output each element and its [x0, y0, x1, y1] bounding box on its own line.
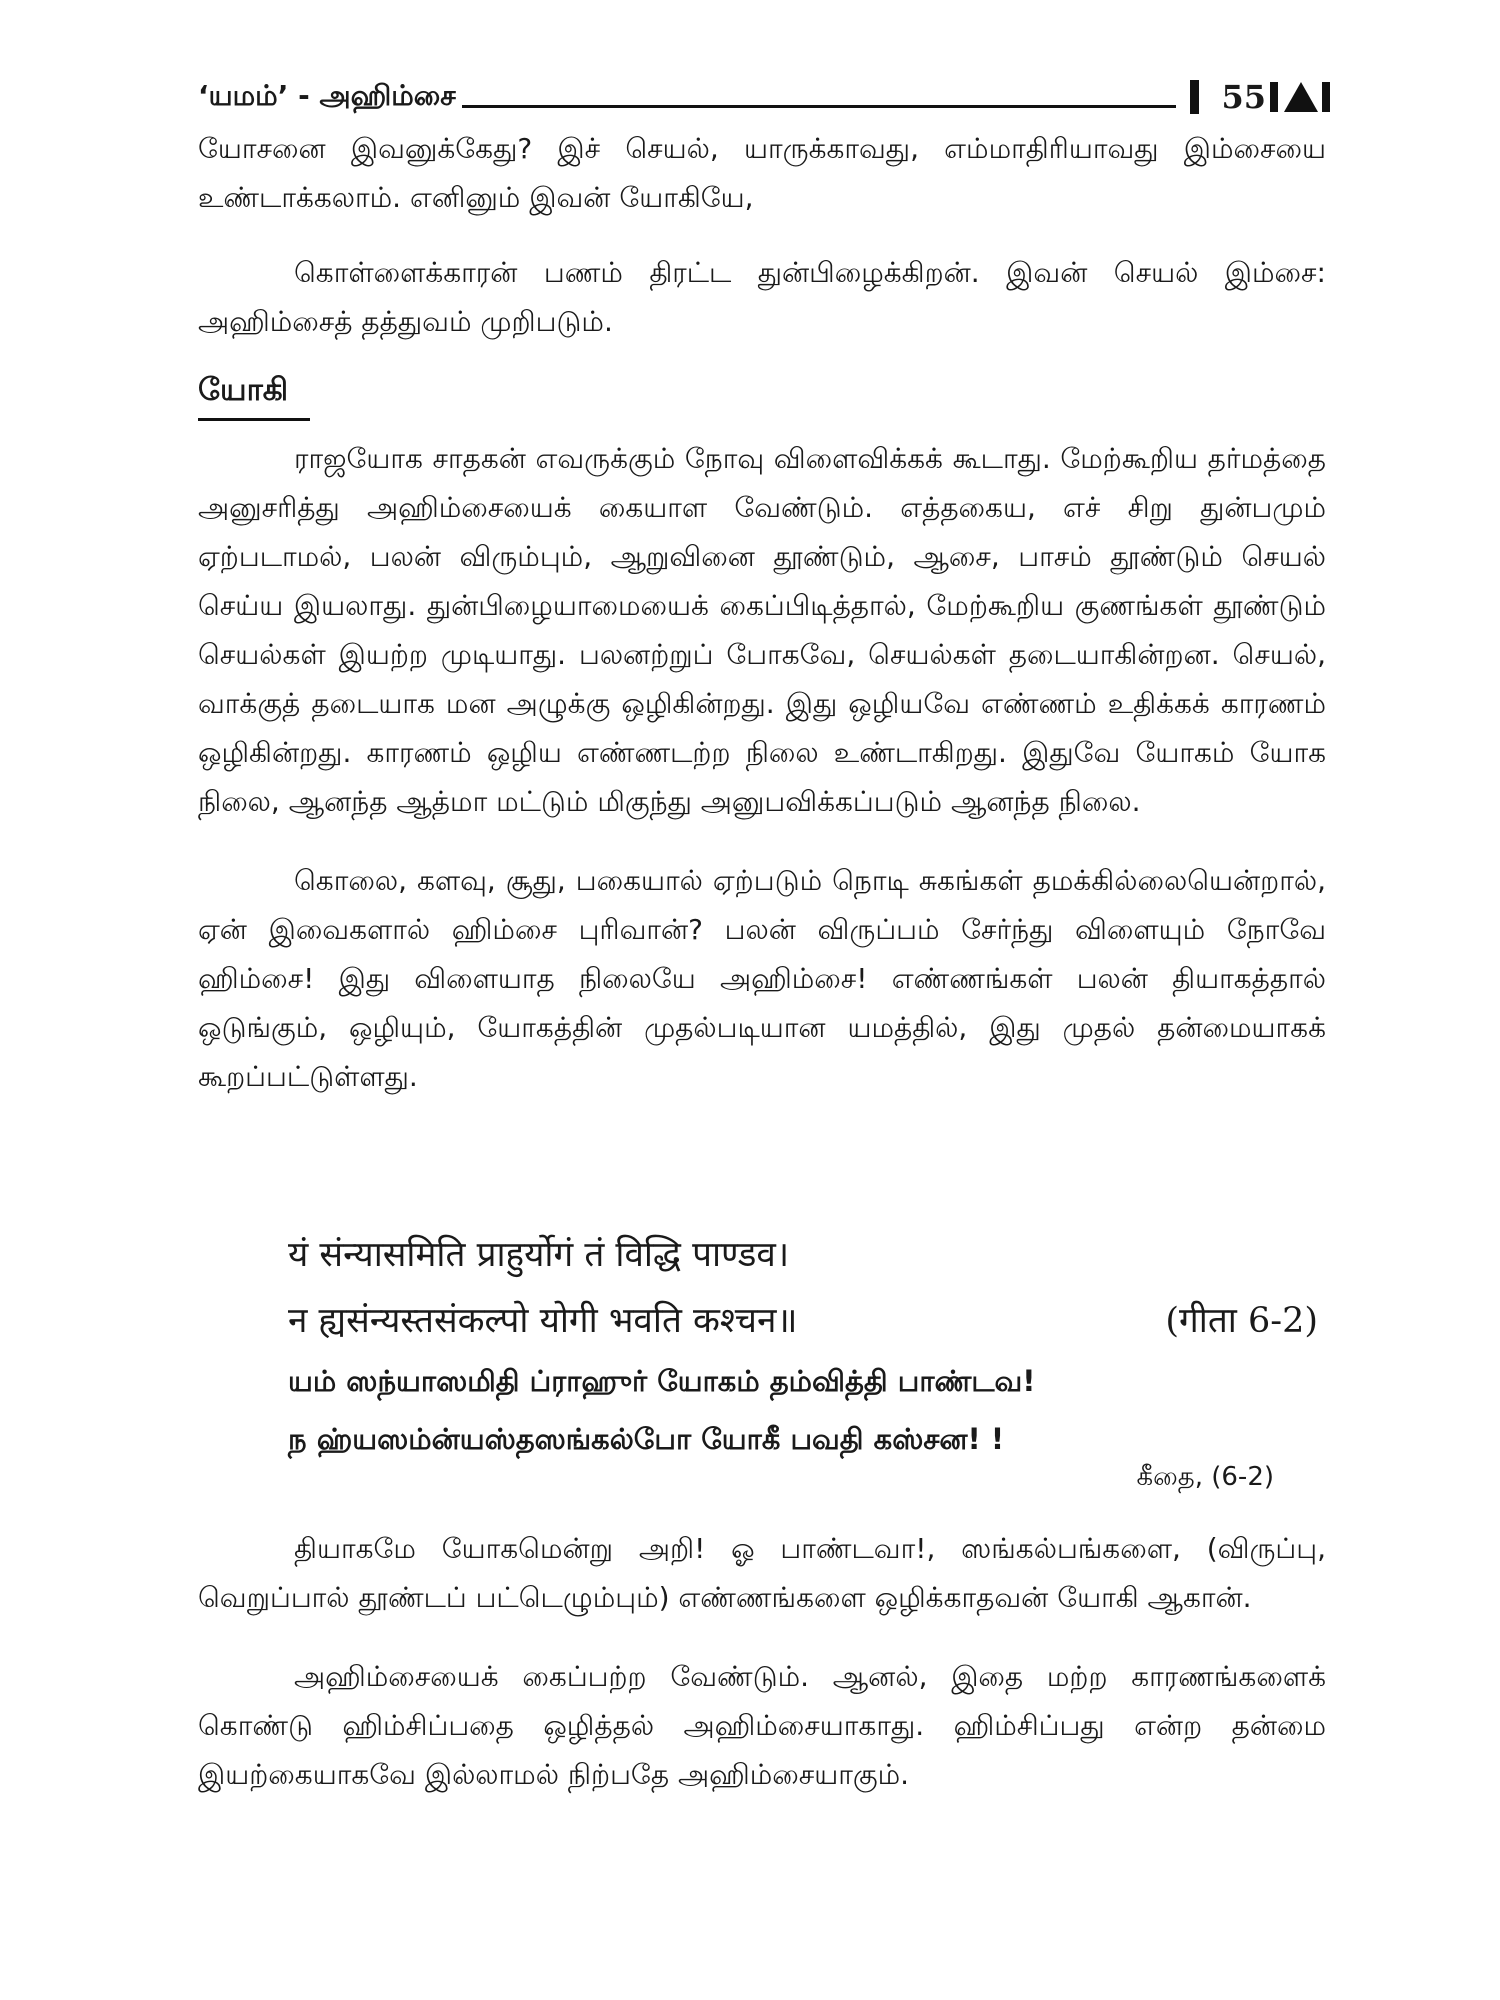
intro-paragraph-2: கொள்ளைக்காரன் பணம் திரட்ட துன்பிழைக்கிறன். இவன் செயல் இம்சை: அஹிம்சைத் தத்துவம் முறிபடும். — [198, 256, 1326, 338]
header-bar-icon-right — [1270, 82, 1278, 112]
section-paragraph-2: கொலை, களவு, சூது, பகையால் ஏற்படும் நொடி சுகங்கள் தமக்கில்லையென்றால், ஏன் இவைகளால் ஹிம்சை புரிவான்? பலன் விருப்பம் சேர்ந்து விளையும் நோவே ஹிம்சை! இது விளையாத நிலையே அஹிம்சை! எண்ணங்கள் பலன் தியாகத்தால் ஒடுங்கும், ஒழியும், யோகத்தின் முதல்படியான யமத்தில், இது முதல் தன்மையாகக் கூறப்பட்டுள்ளது. — [198, 864, 1326, 1093]
intro-paragraph-1: யோசனை இவனுக்கேது? இச் செயல், யாருக்காவது, எம்மாதிரியாவது இம்சையை உண்டாக்கலாம். எனினும் இவன் யோகியே, — [198, 132, 1326, 214]
closing-paragraph-1: தியாகமே யோகமென்று அறி! ஓ பாண்டவா!, ஸங்கல்பங்களை, (விருப்பு, வெறுப்பால் தூண்டப் பட்டெழும்பும்) எண்ணங்களை ஒழிக்காதவன் யோகி ஆகான். — [198, 1532, 1326, 1614]
verse-line-2 — [288, 1288, 1318, 1354]
heading-underline — [198, 418, 310, 421]
intro-block — [198, 124, 1326, 346]
section-body — [198, 434, 1326, 1101]
header-bar-icon-end — [1322, 82, 1330, 112]
closing-block — [198, 1524, 1326, 1799]
verse-line-2-text: न ह्यसंन्यस्तसंकल्पो योगी भवति कश्चन॥ — [288, 1301, 798, 1341]
section-paragraph-1: ராஜயோக சாதகன் எவருக்கும் நோவு விளைவிக்கக் கூடாது. மேற்கூறிய தர்மத்தை அனுசரித்து அஹிம்சையைக் கையாள வேண்டும். எத்தகைய, எச் சிறு துன்பமும் ஏற்படாமல், பலன் விரும்பும், ஆறுவினை தூண்டும், ஆசை, பாசம் தூண்டும் செயல் செய்ய இயலாது. துன்பிழையாமையைக் கைப்பிடித்தால், மேற்கூறிய குணங்கள் தூண்டும் செயல்கள் இயற்ற முடியாது. பலனற்றுப் போகவே, செயல்கள் தடையாகின்றன. செயல், வாக்குத் தடையாக மன அழுக்கு ஒழிகின்றது. இது ஒழியவே எண்ணம் உதிக்கக் காரணம் ஒழிகின்றது. காரணம் ஒழிய எண்ணடற்ற நிலை உண்டாகிறது. இதுவே யோகம் யோக நிலை, ஆனந்த ஆத்மா மட்டும் மிகுந்து அனுபவிக்கப்படும் ஆனந்த நிலை. — [198, 442, 1326, 818]
translit-line-2: ந ஹ்யஸம்ன்யஸ்தஸங்கல்போ யோகீ பவதி கஸ்சன! ! — [288, 1422, 1005, 1456]
source-reference: கீதை, (6-2) — [1136, 1462, 1274, 1492]
triangle-icon — [1284, 82, 1318, 112]
running-title: ‘யமம்’ - அஹிம்சை — [198, 79, 456, 112]
header-bar-icon — [1190, 80, 1199, 114]
running-header — [198, 66, 1330, 116]
translit-line-1: யம் ஸந்யாஸமிதி ப்ராஹுர் யோகம் தம்வித்தி பாண்டவ! — [288, 1364, 1036, 1398]
page-number: 55 — [1221, 78, 1266, 116]
verse-citation: (गीता 6-2) — [1165, 1301, 1318, 1341]
verse-line-1 — [288, 1222, 1318, 1288]
closing-paragraph-2: அஹிம்சையைக் கைப்பற்ற வேண்டும். ஆனல், இதை மற்ற காரணங்களைக் கொண்டு ஹிம்சிப்பதை ஒழித்தல் அஹிம்சையாகாது. ஹிம்சிப்பது என்ற தன்மை இயற்கையாகவே இல்லாமல் நிற்பதே அஹிம்சையாகும். — [198, 1660, 1326, 1791]
verse-line-1-text: यं संन्यासमिति प्राहुर्योगं तं विद्धि पाण्डव। — [288, 1235, 790, 1275]
header-rule — [462, 105, 1177, 108]
tamil-transliteration — [288, 1352, 1318, 1468]
sanskrit-verse — [288, 1222, 1318, 1354]
section-heading: யோகி — [198, 372, 289, 408]
